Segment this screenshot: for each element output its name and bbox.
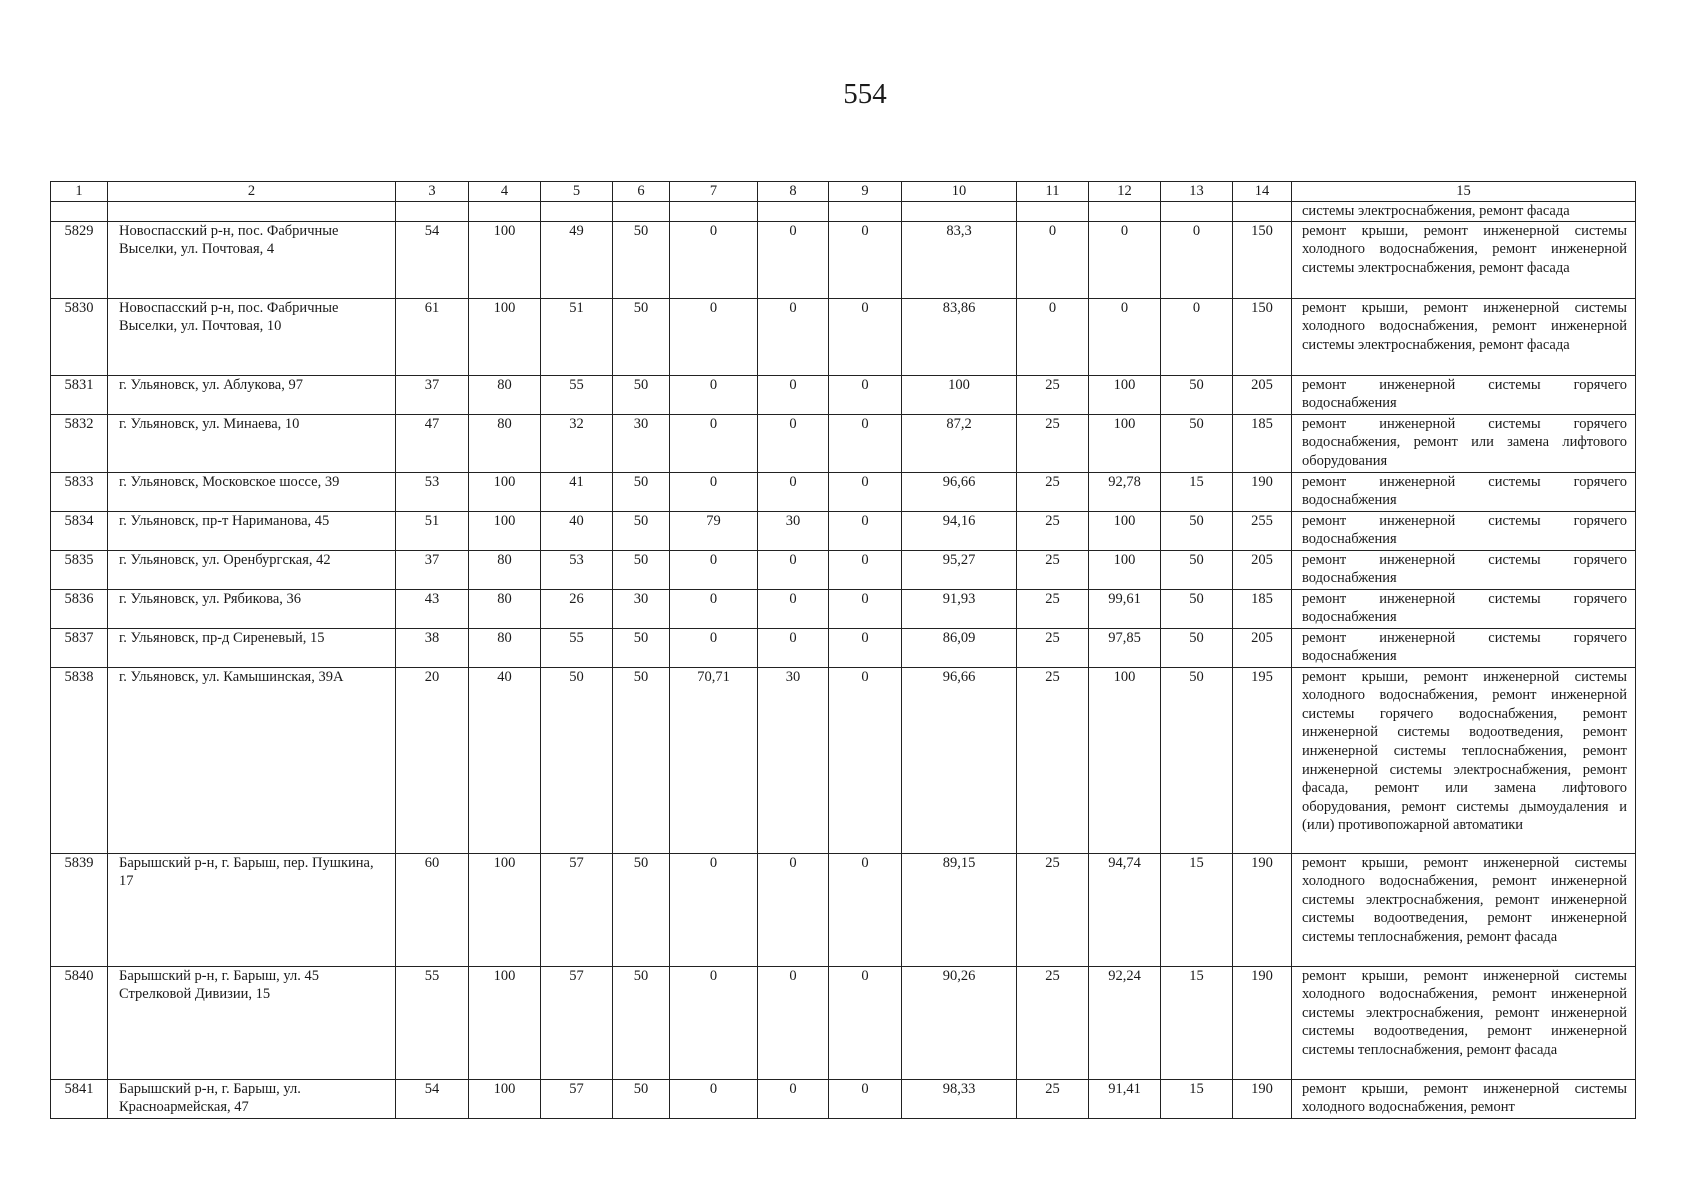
row-number-cell: 5831 (51, 375, 108, 414)
table-row (51, 511, 1636, 550)
column-number: 13 (1161, 182, 1233, 202)
works-cell: ремонт крыши, ремонт инженерной системы холодного водоснабжения, ремонт инженерной системы электроснабжения, ремонт фасада (1292, 298, 1636, 375)
table-row (51, 375, 1636, 414)
row-number-cell: 5834 (51, 511, 108, 550)
value-cell-7: 79 (670, 511, 758, 550)
value-cell-11: 25 (1017, 667, 1089, 853)
value-cell-10: 94,16 (902, 511, 1017, 550)
value-cell-3: 38 (396, 628, 469, 667)
value-cell-3: 53 (396, 472, 469, 511)
value-cell-13: 50 (1161, 414, 1233, 472)
address-cell: г. Ульяновск, ул. Аблукова, 97 (108, 375, 396, 414)
row-number-cell: 5839 (51, 853, 108, 966)
value-cell-11: 25 (1017, 414, 1089, 472)
value-cell-10: 95,27 (902, 550, 1017, 589)
value-cell-3: 61 (396, 298, 469, 375)
continuation-text: системы электроснабжения, ремонт фасада (1292, 202, 1636, 222)
value-cell-13: 50 (1161, 375, 1233, 414)
value-cell-4: 100 (469, 298, 541, 375)
value-cell-11: 0 (1017, 298, 1089, 375)
value-cell-8: 0 (758, 966, 829, 1079)
value-cell-9: 0 (829, 511, 902, 550)
row-number-cell: 5838 (51, 667, 108, 853)
value-cell-5: 41 (541, 472, 613, 511)
value-cell-12: 100 (1089, 667, 1161, 853)
value-cell-8: 0 (758, 221, 829, 298)
value-cell-7: 70,71 (670, 667, 758, 853)
works-cell: ремонт инженерной системы горячего водоснабжения (1292, 628, 1636, 667)
value-cell-11: 25 (1017, 589, 1089, 628)
value-cell-6: 50 (613, 853, 670, 966)
table-row (51, 221, 1636, 298)
value-cell-14: 190 (1233, 853, 1292, 966)
value-cell-14: 190 (1233, 472, 1292, 511)
value-cell-14: 205 (1233, 375, 1292, 414)
value-cell-9: 0 (829, 589, 902, 628)
row-number-cell: 5836 (51, 589, 108, 628)
value-cell-4: 80 (469, 414, 541, 472)
value-cell-5: 40 (541, 511, 613, 550)
value-cell-11: 25 (1017, 375, 1089, 414)
value-cell-14: 150 (1233, 298, 1292, 375)
column-number: 10 (902, 182, 1017, 202)
value-cell-3: 43 (396, 589, 469, 628)
value-cell-13: 50 (1161, 667, 1233, 853)
value-cell-9: 0 (829, 628, 902, 667)
value-cell-13: 50 (1161, 628, 1233, 667)
value-cell-7: 0 (670, 1079, 758, 1118)
address-cell: г. Ульяновск, ул. Рябикова, 36 (108, 589, 396, 628)
value-cell-10: 98,33 (902, 1079, 1017, 1118)
value-cell-5: 50 (541, 667, 613, 853)
table-body (51, 182, 1636, 1119)
table-row (51, 628, 1636, 667)
value-cell-7: 0 (670, 628, 758, 667)
address-cell: Новоспасский р-н, пос. Фабричные Выселки, ул. Почтовая, 4 (108, 221, 396, 298)
value-cell-8: 0 (758, 589, 829, 628)
address-cell: г. Ульяновск, Московское шоссе, 39 (108, 472, 396, 511)
row-number-cell: 5840 (51, 966, 108, 1079)
value-cell-11: 25 (1017, 628, 1089, 667)
value-cell-7: 0 (670, 966, 758, 1079)
value-cell-9: 0 (829, 298, 902, 375)
column-number: 11 (1017, 182, 1089, 202)
address-cell: Барышский р-н, г. Барыш, ул. Красноармейская, 47 (108, 1079, 396, 1118)
continuation-row (51, 202, 1636, 222)
value-cell-11: 25 (1017, 550, 1089, 589)
works-cell: ремонт инженерной системы горячего водоснабжения, ремонт или замена лифтового оборудования (1292, 414, 1636, 472)
column-number: 3 (396, 182, 469, 202)
works-cell: ремонт инженерной системы горячего водоснабжения (1292, 375, 1636, 414)
value-cell-8: 30 (758, 511, 829, 550)
value-cell-9: 0 (829, 1079, 902, 1118)
value-cell-14: 195 (1233, 667, 1292, 853)
value-cell-9: 0 (829, 966, 902, 1079)
value-cell-12: 100 (1089, 414, 1161, 472)
value-cell-9: 0 (829, 375, 902, 414)
value-cell-13: 15 (1161, 966, 1233, 1079)
value-cell-8: 0 (758, 550, 829, 589)
column-number: 1 (51, 182, 108, 202)
table-row (51, 589, 1636, 628)
value-cell-11: 25 (1017, 472, 1089, 511)
value-cell-7: 0 (670, 472, 758, 511)
value-cell-3: 54 (396, 1079, 469, 1118)
value-cell-7: 0 (670, 298, 758, 375)
value-cell-11: 25 (1017, 511, 1089, 550)
value-cell-4: 100 (469, 853, 541, 966)
value-cell-7: 0 (670, 414, 758, 472)
value-cell-4: 80 (469, 628, 541, 667)
table-row (51, 1079, 1636, 1118)
value-cell-10: 96,66 (902, 472, 1017, 511)
value-cell-13: 15 (1161, 1079, 1233, 1118)
row-number-cell: 5833 (51, 472, 108, 511)
value-cell-6: 50 (613, 628, 670, 667)
value-cell-12: 99,61 (1089, 589, 1161, 628)
value-cell-6: 50 (613, 667, 670, 853)
value-cell-4: 80 (469, 589, 541, 628)
value-cell-10: 91,93 (902, 589, 1017, 628)
value-cell-3: 47 (396, 414, 469, 472)
value-cell-8: 0 (758, 414, 829, 472)
value-cell-10: 87,2 (902, 414, 1017, 472)
value-cell-4: 100 (469, 1079, 541, 1118)
table-row (51, 550, 1636, 589)
column-number: 7 (670, 182, 758, 202)
column-number: 2 (108, 182, 396, 202)
value-cell-4: 40 (469, 667, 541, 853)
value-cell-9: 0 (829, 472, 902, 511)
value-cell-3: 55 (396, 966, 469, 1079)
works-cell: ремонт крыши, ремонт инженерной системы холодного водоснабжения, ремонт инженерной системы электроснабжения, ремонт фасада (1292, 221, 1636, 298)
value-cell-4: 80 (469, 550, 541, 589)
table-row (51, 853, 1636, 966)
table-row (51, 966, 1636, 1079)
value-cell-13: 50 (1161, 511, 1233, 550)
works-cell: ремонт инженерной системы горячего водоснабжения (1292, 589, 1636, 628)
value-cell-5: 32 (541, 414, 613, 472)
value-cell-9: 0 (829, 221, 902, 298)
address-cell: Барышский р-н, г. Барыш, пер. Пушкина, 17 (108, 853, 396, 966)
works-cell: ремонт инженерной системы горячего водоснабжения (1292, 550, 1636, 589)
column-number: 8 (758, 182, 829, 202)
address-cell: г. Ульяновск, пр-д Сиреневый, 15 (108, 628, 396, 667)
value-cell-9: 0 (829, 550, 902, 589)
value-cell-10: 83,3 (902, 221, 1017, 298)
value-cell-14: 185 (1233, 414, 1292, 472)
value-cell-12: 100 (1089, 375, 1161, 414)
value-cell-12: 94,74 (1089, 853, 1161, 966)
value-cell-14: 255 (1233, 511, 1292, 550)
column-number: 14 (1233, 182, 1292, 202)
value-cell-12: 0 (1089, 298, 1161, 375)
address-cell: Барышский р-н, г. Барыш, ул. 45 Стрелковой Дивизии, 15 (108, 966, 396, 1079)
value-cell-5: 57 (541, 1079, 613, 1118)
row-number-cell: 5830 (51, 298, 108, 375)
value-cell-3: 37 (396, 550, 469, 589)
value-cell-12: 0 (1089, 221, 1161, 298)
works-cell: ремонт крыши, ремонт инженерной системы холодного водоснабжения, ремонт инженерной системы горячего водоснабжения, ремонт инженерной системы водоотведения, ремонт инженерной системы теплоснабжения, ремонт инженерной системы электроснабжения, ремонт фасада, ремонт или замена лифтового оборудования, ремонт системы дымоудаления и (или) противопожарной автоматики (1292, 667, 1636, 853)
value-cell-10: 96,66 (902, 667, 1017, 853)
value-cell-14: 185 (1233, 589, 1292, 628)
value-cell-5: 57 (541, 853, 613, 966)
value-cell-5: 26 (541, 589, 613, 628)
row-number-cell: 5832 (51, 414, 108, 472)
value-cell-8: 0 (758, 375, 829, 414)
value-cell-8: 0 (758, 472, 829, 511)
row-number-cell: 5841 (51, 1079, 108, 1118)
value-cell-7: 0 (670, 853, 758, 966)
value-cell-3: 37 (396, 375, 469, 414)
works-cell: ремонт крыши, ремонт инженерной системы холодного водоснабжения, ремонт (1292, 1079, 1636, 1118)
value-cell-11: 25 (1017, 853, 1089, 966)
value-cell-12: 100 (1089, 511, 1161, 550)
value-cell-6: 50 (613, 1079, 670, 1118)
column-number: 9 (829, 182, 902, 202)
address-cell: г. Ульяновск, ул. Минаева, 10 (108, 414, 396, 472)
value-cell-6: 30 (613, 414, 670, 472)
value-cell-5: 55 (541, 375, 613, 414)
row-number-cell: 5837 (51, 628, 108, 667)
value-cell-12: 100 (1089, 550, 1161, 589)
value-cell-4: 100 (469, 511, 541, 550)
value-cell-6: 50 (613, 966, 670, 1079)
value-cell-7: 0 (670, 589, 758, 628)
works-cell: ремонт инженерной системы горячего водоснабжения (1292, 472, 1636, 511)
column-number: 6 (613, 182, 670, 202)
value-cell-14: 205 (1233, 628, 1292, 667)
page-number: 554 (843, 78, 887, 110)
value-cell-13: 0 (1161, 221, 1233, 298)
table-row (51, 667, 1636, 853)
works-cell: ремонт крыши, ремонт инженерной системы холодного водоснабжения, ремонт инженерной системы электроснабжения, ремонт инженерной системы водоотведения, ремонт инженерной системы теплоснабжения, ремонт фасада (1292, 853, 1636, 966)
value-cell-4: 100 (469, 221, 541, 298)
table-row (51, 298, 1636, 375)
row-number-cell: 5835 (51, 550, 108, 589)
value-cell-13: 50 (1161, 550, 1233, 589)
value-cell-9: 0 (829, 414, 902, 472)
value-cell-12: 92,24 (1089, 966, 1161, 1079)
value-cell-8: 0 (758, 298, 829, 375)
value-cell-14: 190 (1233, 966, 1292, 1079)
value-cell-7: 0 (670, 550, 758, 589)
value-cell-10: 89,15 (902, 853, 1017, 966)
value-cell-11: 25 (1017, 1079, 1089, 1118)
value-cell-6: 50 (613, 472, 670, 511)
address-cell: г. Ульяновск, ул. Камышинская, 39А (108, 667, 396, 853)
value-cell-7: 0 (670, 221, 758, 298)
value-cell-5: 55 (541, 628, 613, 667)
value-cell-12: 91,41 (1089, 1079, 1161, 1118)
value-cell-6: 50 (613, 221, 670, 298)
value-cell-10: 83,86 (902, 298, 1017, 375)
value-cell-3: 54 (396, 221, 469, 298)
column-number: 4 (469, 182, 541, 202)
value-cell-11: 25 (1017, 966, 1089, 1079)
value-cell-13: 0 (1161, 298, 1233, 375)
value-cell-12: 97,85 (1089, 628, 1161, 667)
table-row (51, 472, 1636, 511)
value-cell-6: 50 (613, 511, 670, 550)
table-row (51, 414, 1636, 472)
value-cell-8: 0 (758, 853, 829, 966)
repair-register-table (50, 181, 1636, 1119)
value-cell-4: 100 (469, 472, 541, 511)
value-cell-8: 0 (758, 1079, 829, 1118)
value-cell-3: 51 (396, 511, 469, 550)
value-cell-9: 0 (829, 667, 902, 853)
value-cell-5: 51 (541, 298, 613, 375)
column-number-row (51, 182, 1636, 202)
column-number: 15 (1292, 182, 1636, 202)
value-cell-12: 92,78 (1089, 472, 1161, 511)
value-cell-14: 190 (1233, 1079, 1292, 1118)
value-cell-13: 50 (1161, 589, 1233, 628)
value-cell-4: 80 (469, 375, 541, 414)
value-cell-6: 50 (613, 375, 670, 414)
value-cell-13: 15 (1161, 853, 1233, 966)
address-cell: Новоспасский р-н, пос. Фабричные Выселки, ул. Почтовая, 10 (108, 298, 396, 375)
value-cell-10: 100 (902, 375, 1017, 414)
value-cell-4: 100 (469, 966, 541, 1079)
value-cell-14: 150 (1233, 221, 1292, 298)
value-cell-10: 86,09 (902, 628, 1017, 667)
works-cell: ремонт крыши, ремонт инженерной системы холодного водоснабжения, ремонт инженерной системы электроснабжения, ремонт инженерной системы водоотведения, ремонт инженерной системы теплоснабжения, ремонт фасада (1292, 966, 1636, 1079)
value-cell-10: 90,26 (902, 966, 1017, 1079)
value-cell-6: 50 (613, 298, 670, 375)
address-cell: г. Ульяновск, ул. Оренбургская, 42 (108, 550, 396, 589)
value-cell-3: 60 (396, 853, 469, 966)
value-cell-5: 57 (541, 966, 613, 1079)
value-cell-7: 0 (670, 375, 758, 414)
column-number: 5 (541, 182, 613, 202)
value-cell-3: 20 (396, 667, 469, 853)
value-cell-14: 205 (1233, 550, 1292, 589)
value-cell-5: 49 (541, 221, 613, 298)
address-cell: г. Ульяновск, пр-т Нариманова, 45 (108, 511, 396, 550)
works-cell: ремонт инженерной системы горячего водоснабжения (1292, 511, 1636, 550)
value-cell-5: 53 (541, 550, 613, 589)
value-cell-8: 0 (758, 628, 829, 667)
column-number: 12 (1089, 182, 1161, 202)
value-cell-6: 50 (613, 550, 670, 589)
value-cell-11: 0 (1017, 221, 1089, 298)
value-cell-13: 15 (1161, 472, 1233, 511)
value-cell-6: 30 (613, 589, 670, 628)
value-cell-8: 30 (758, 667, 829, 853)
row-number-cell: 5829 (51, 221, 108, 298)
value-cell-9: 0 (829, 853, 902, 966)
